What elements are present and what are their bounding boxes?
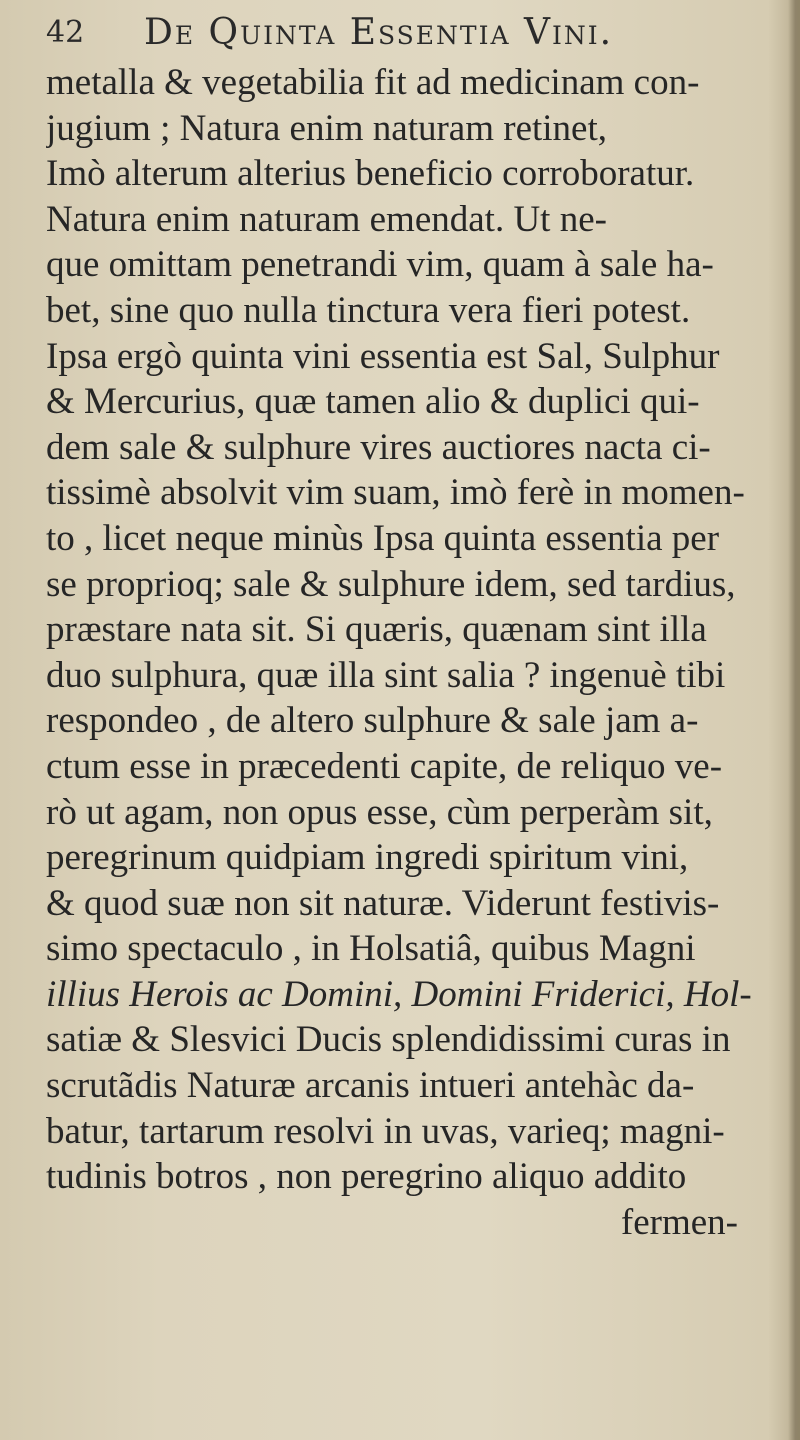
text-line: scrutãdis Naturæ arcanis intueri antehàc da- bbox=[46, 1065, 695, 1107]
text-line: que omittam penetrandi vim, quam à sale ha- bbox=[46, 244, 714, 286]
text-line: Imò alterum alterius beneficio corroboratur. bbox=[46, 153, 695, 195]
text-line: dem sale & sulphure vires auctiores nacta ci- bbox=[46, 426, 711, 468]
text-line: & quod suæ non sit naturæ. Viderunt festivis- bbox=[46, 882, 720, 924]
text-line: præstare nata sit. Si quæris, quænam sint illa bbox=[46, 609, 707, 651]
page-edge bbox=[788, 0, 800, 1440]
page-number: 42 bbox=[46, 15, 85, 50]
text-line: simo spectaculo , in Holsatiâ, quibus Magni bbox=[46, 928, 696, 970]
text-line: tudinis botros , non peregrino aliquo addito bbox=[46, 1156, 687, 1198]
page-header bbox=[46, 10, 766, 56]
text-line: bet, sine quo nulla tinctura vera fieri potest. bbox=[46, 289, 691, 331]
text-line: duo sulphura, quæ illa sint salia ? ingenuè tibi bbox=[46, 654, 726, 696]
text-line: satiæ & Slesvici Ducis splendidissimi curas in bbox=[46, 1019, 731, 1061]
text-line: tissimè absolvit vim suam, imò ferè in momen- bbox=[46, 472, 745, 514]
text-line: rò ut agam, non opus esse, cùm perperàm sit, bbox=[46, 791, 713, 833]
text-line: respondeo , de altero sulphure & sale jam a- bbox=[46, 700, 699, 742]
text-line: Ipsa ergò quinta vini essentia est Sal, Sulphur bbox=[46, 335, 720, 377]
text-line: batur, tartarum resolvi in uvas, varieq; magni- bbox=[46, 1110, 725, 1152]
text-line: peregrinum quidpiam ingredi spiritum vini, bbox=[46, 837, 689, 879]
body-text bbox=[46, 60, 776, 1245]
text-line: Natura enim naturam emendat. Ut ne- bbox=[46, 198, 607, 240]
text-line: ctum esse in præcedenti capite, de reliquo ve- bbox=[46, 745, 723, 787]
text-line: metalla & vegetabilia fit ad medicinam con- bbox=[46, 62, 700, 103]
text-line: jugium ; Natura enim naturam retinet, bbox=[46, 107, 607, 149]
text-line: illius Herois ac Domini, Domini Friderici, Hol- bbox=[46, 973, 752, 1015]
text-line: to , licet neque minùs Ipsa quinta essentia per bbox=[46, 517, 720, 559]
text-line: se proprioq; sale & sulphure idem, sed tardius, bbox=[46, 563, 736, 605]
catchword: fermen- bbox=[620, 1201, 738, 1243]
running-head: De Quinta Essentia Vini. bbox=[144, 12, 614, 53]
text-line: & Mercurius, quæ tamen alio & duplici qui- bbox=[46, 381, 700, 423]
